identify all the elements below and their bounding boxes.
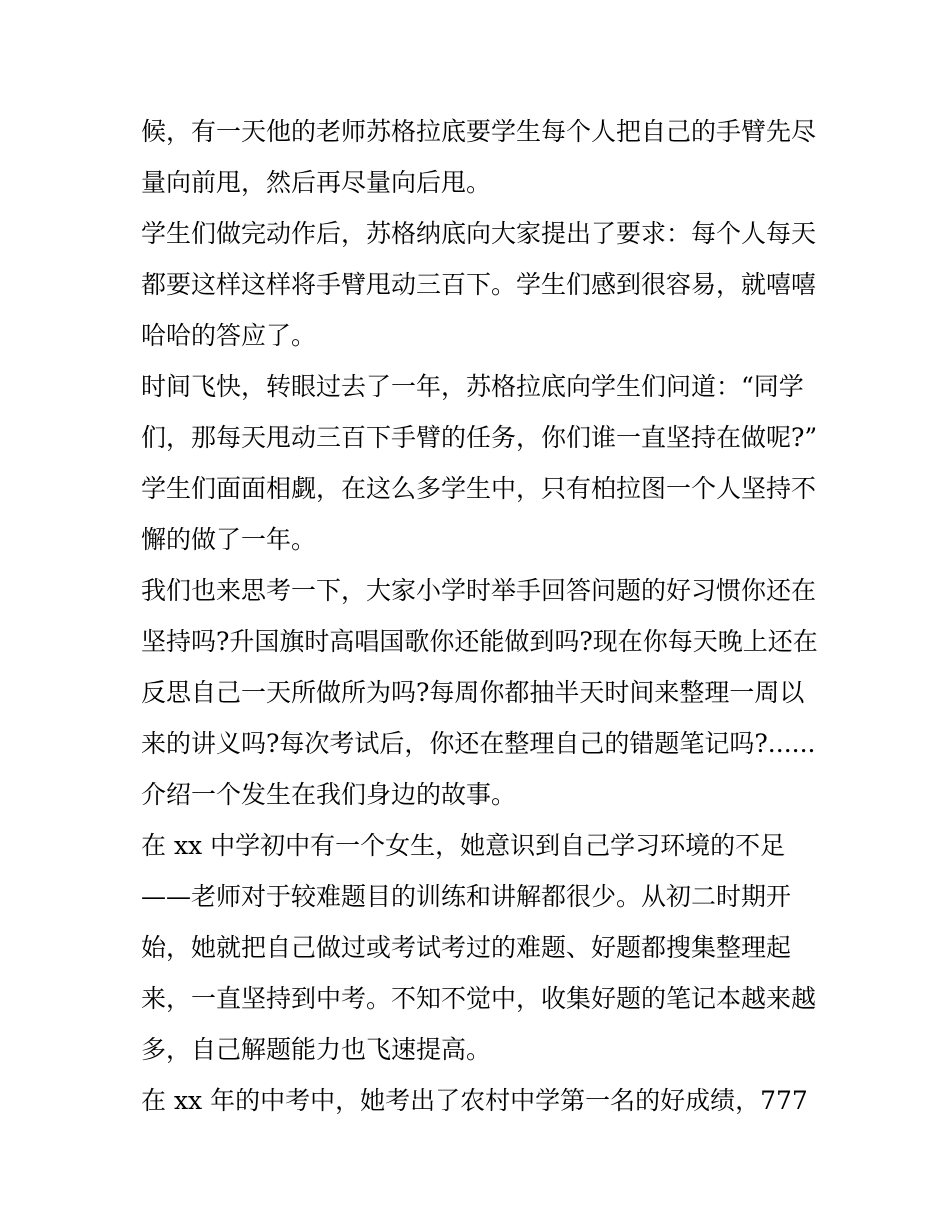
text-line: 来的讲义吗?每次考试后，你还在整理自己的错题笔记吗?...... bbox=[141, 729, 816, 758]
text-line: 反思自己一天所做所为吗?每周你都抽半天时间来整理一周以 bbox=[141, 678, 805, 707]
text-line: 都要这样这样将手臂甩动三百下。学生们感到很容易，就嘻嘻 bbox=[141, 270, 817, 299]
text-line: 坚持吗?升国旗时高唱国歌你还能做到吗?现在你每天晚上还在 bbox=[141, 627, 818, 656]
text-line: 多，自己解题能力也飞速提高。 bbox=[141, 1035, 492, 1064]
text-line: 候，有一天他的老师苏格拉底要学生每个人把自己的手臂先尽 bbox=[141, 117, 817, 146]
text-line: 我们也来思考一下，大家小学时举手回答问题的好习惯你还在 bbox=[141, 576, 817, 605]
text-line: 在 xx 中学初中有一个女生，她意识到自己学习环境的不足 bbox=[141, 831, 786, 860]
text-line: 时间飞快，转眼过去了一年，苏格拉底向学生们问道：“同学 bbox=[141, 372, 804, 401]
text-line: 哈哈的答应了。 bbox=[141, 321, 317, 350]
text-line: 懈的做了一年。 bbox=[141, 525, 317, 554]
text-line: 来，一直坚持到中考。不知不觉中，收集好题的笔记本越来越 bbox=[141, 984, 817, 1013]
text-line: 量向前甩，然后再尽量向后甩。 bbox=[141, 168, 492, 197]
text-line: 介绍一个发生在我们身边的故事。 bbox=[141, 780, 517, 809]
text-line: 始，她就把自己做过或考试考过的难题、好题都搜集整理起 bbox=[141, 933, 792, 962]
body-text bbox=[141, 106, 821, 1126]
text-line: 们，那每天甩动三百下手臂的任务，你们谁一直坚持在做呢?” bbox=[141, 423, 818, 452]
text-line: 学生们面面相觑，在这么多学生中，只有柏拉图一个人坚持不 bbox=[141, 474, 817, 503]
text-line: 学生们做完动作后，苏格纳底向大家提出了要求：每个人每天 bbox=[141, 219, 817, 248]
text-line: 在 xx 年的中考中，她考出了农村中学第一名的好成绩，777 bbox=[141, 1086, 808, 1115]
text-line: ——老师对于较难题目的训练和讲解都很少。从初二时期开 bbox=[141, 882, 792, 911]
